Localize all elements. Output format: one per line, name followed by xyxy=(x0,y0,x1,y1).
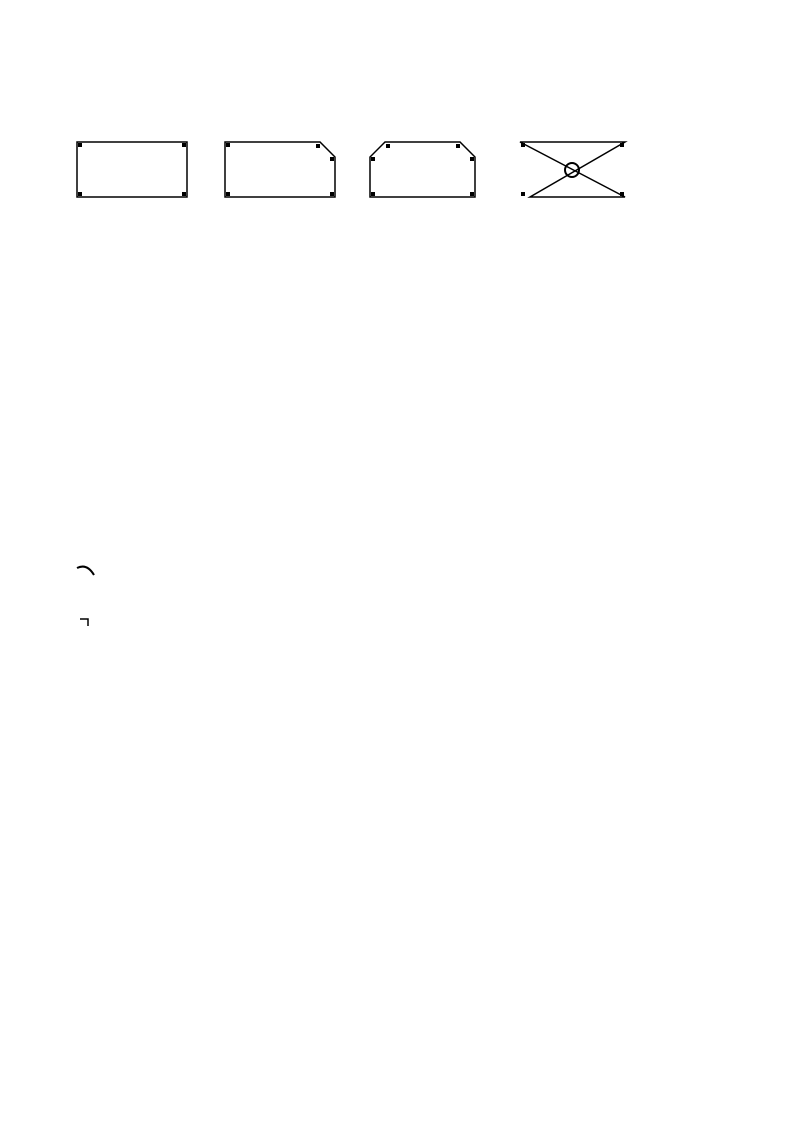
rectangle-6-corners xyxy=(370,142,475,197)
hint-line1 xyxy=(74,563,98,579)
cut-rectangles-figure xyxy=(70,135,640,210)
right-angle-symbol-icon xyxy=(74,617,98,631)
rectangle-5-corners xyxy=(225,142,335,197)
crossed-shape-8-corners xyxy=(520,142,625,197)
hint-line2 xyxy=(74,617,98,635)
variant-line3 xyxy=(74,1001,144,1017)
clock-row-answer xyxy=(68,740,538,835)
arc-symbol-icon xyxy=(74,563,98,577)
rectangle-4-corners xyxy=(77,142,187,197)
clock-row-question xyxy=(68,336,488,431)
